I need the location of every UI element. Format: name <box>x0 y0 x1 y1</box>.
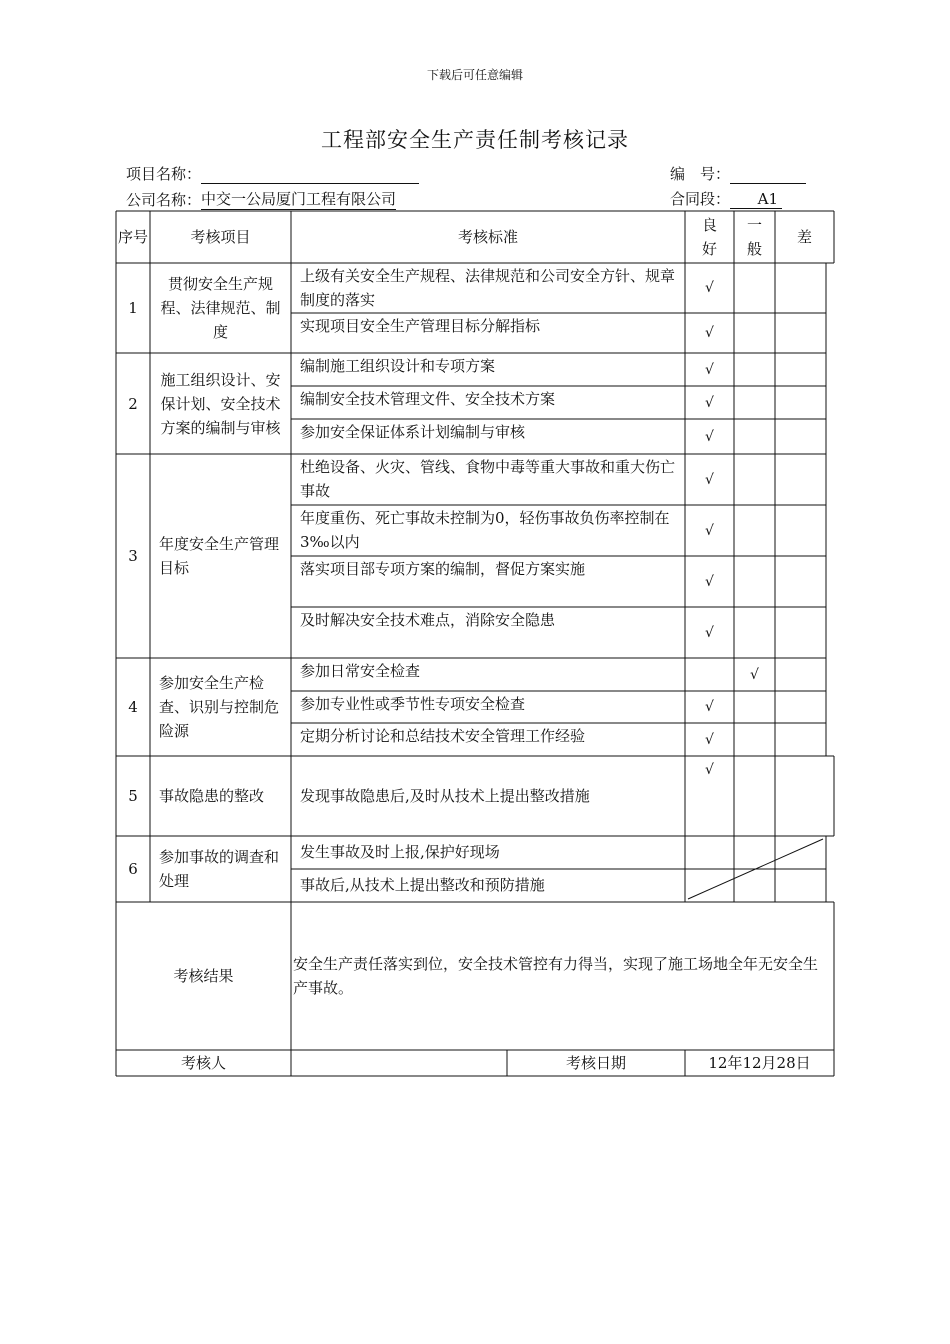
group-seq: 6 <box>128 860 138 878</box>
examiner-value <box>291 1050 507 1076</box>
page-title: 工程部安全生产责任制考核记录 <box>321 128 629 152</box>
date-value: 12年12月28日 <box>708 1054 811 1072</box>
check-mark: √ <box>705 573 714 590</box>
check-mark: √ <box>705 624 714 641</box>
check-mark: √ <box>705 522 714 539</box>
check-mark: √ <box>705 471 714 488</box>
standard-cell: 发生事故及时上报,保护好现场 <box>300 843 500 861</box>
group-seq: 3 <box>128 547 138 565</box>
check-mark: √ <box>705 361 714 378</box>
company-field: 中交一公局厦门工程有限公司 <box>201 190 397 208</box>
standard-cell: 参加安全保证体系计划编制与审核 <box>300 423 526 441</box>
date-label: 考核日期 <box>565 1054 626 1072</box>
standard-cell: 参加日常安全检查 <box>300 662 421 680</box>
standard-cell: 编制施工组织设计和专项方案 <box>300 357 496 375</box>
standard-cell: 编制安全技术管理文件、安全技术方案 <box>300 390 556 408</box>
check-mark: √ <box>705 280 714 296</box>
standard-cell: 及时解决安全技术难点，消除安全隐患 <box>300 611 556 629</box>
number-label: 编 号： <box>670 165 731 183</box>
check-mark: √ <box>705 428 714 445</box>
header-seq: 序号 <box>117 228 148 246</box>
group-seq: 5 <box>128 787 138 805</box>
group-item: 参加事故的调查和处理 <box>159 848 280 890</box>
group-item: 施工组织设计、安保计划、安全技术方案的编制与审核 <box>160 370 281 437</box>
group-item: 参加安全生产检查、识别与控制危险源 <box>159 674 280 740</box>
standard-cell: 事故后,从技术上提出整改和预防措施 <box>300 876 545 894</box>
header-note: 下载后可任意编辑 <box>426 68 523 82</box>
company-label: 公司名称： <box>126 191 202 209</box>
header-average: 一般 <box>746 216 762 258</box>
section-label: 合同段： <box>670 190 731 208</box>
check-mark: √ <box>705 762 714 778</box>
check-mark: √ <box>705 699 714 715</box>
standard-cell: 上级有关安全生产规程、法律规范和公司安全方针、规章制度的落实 <box>300 267 676 309</box>
result-label: 考核结果 <box>173 967 234 985</box>
group-item: 事故隐患的整改 <box>159 787 265 805</box>
group-seq: 4 <box>128 698 138 716</box>
standard-cell: 定期分析讨论和总结技术安全管理工作经验 <box>300 727 586 745</box>
standard-cell: 落实项目部专项方案的编制，督促方案实施 <box>300 560 586 578</box>
standard-cell: 发现事故隐患后,及时从技术上提出整改措施 <box>300 787 590 805</box>
group-item: 年度安全生产管理目标 <box>159 535 280 577</box>
header-poor: 差 <box>796 228 812 246</box>
standard-cell: 年度重伤、死亡事故未控制为0，轻伤事故负伤率控制在3‰以内 <box>300 509 670 551</box>
result-text: 安全生产责任落实到位，安全技术管控有力得当，实现了施工场地全年无安全生产事故。 <box>293 955 819 997</box>
check-mark: √ <box>750 666 759 683</box>
check-mark: √ <box>705 394 714 411</box>
group-seq: 1 <box>128 299 138 317</box>
examiner-label: 考核人 <box>180 1054 226 1072</box>
standard-cell: 杜绝设备、火灾、管线、食物中毒等重大事故和重大伤亡事故 <box>300 458 676 500</box>
check-mark: √ <box>705 731 714 748</box>
standard-cell: 实现项目安全生产管理目标分解指标 <box>300 317 541 335</box>
header-item: 考核项目 <box>190 228 251 246</box>
check-mark: √ <box>705 325 714 341</box>
header-standard: 考核标准 <box>457 228 518 246</box>
group-seq: 2 <box>128 394 138 413</box>
section-field: A1 <box>730 190 782 209</box>
standard-cell: 参加专业性或季节性专项安全检查 <box>300 695 526 713</box>
group-item: 贯彻安全生产规程、法律规范、制度 <box>160 275 281 341</box>
project-name-label: 项目名称： <box>126 165 202 183</box>
header-good: 良好 <box>701 216 717 258</box>
